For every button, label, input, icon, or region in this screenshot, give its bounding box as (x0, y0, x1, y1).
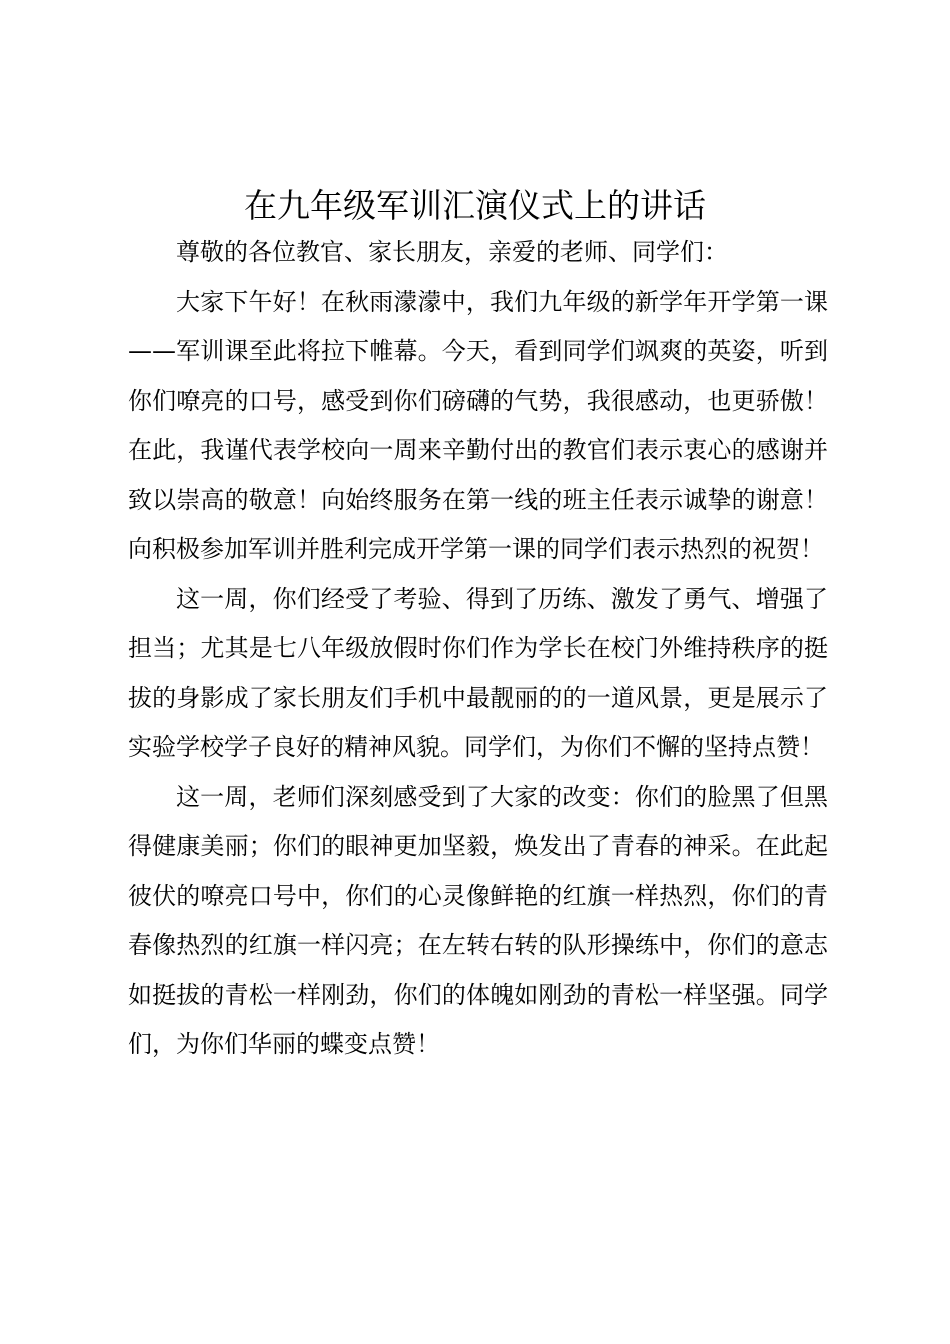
experience-paragraph: 这一周，你们经受了考验、得到了历练、激发了勇气、增强了担当；尤其是七八年级放假时你们作为学长在校门外维持秩序的挺拔的身影成了家长朋友们手机中最靓丽的的一道风景，更是展示了实验学校学子良好的精神风貌。同学们，为你们不懈的坚持点赞！ (128, 584, 828, 761)
document-title: 在九年级军训汇演仪式上的讲话 (244, 186, 706, 225)
speech-body (128, 228, 828, 1070)
greeting-paragraph: 尊敬的各位教官、家长朋友，亲爱的老师、同学们： (176, 238, 728, 266)
change-paragraph: 这一周，老师们深刻感受到了大家的改变：你们的脸黑了但黑得健康美丽；你们的眼神更加坚毅，焕发出了青春的神采。在此起彼伏的嘹亮口号中，你们的心灵像鲜艳的红旗一样热烈，你们的青春像热烈的红旗一样闪亮；在左转右转的队形操练中，你们的意志如挺拔的青松一样刚劲，你们的体魄如刚劲的青松一样坚强。同学们，为你们华丽的蝶变点赞！ (128, 782, 828, 1058)
opening-paragraph: 大家下午好！在秋雨濛濛中，我们九年级的新学年开学第一课——军训课至此将拉下帷幕。今天，看到同学们飒爽的英姿，听到你们嘹亮的口号，感受到你们磅礴的气势，我很感动，也更骄傲！在此，我谨代表学校向一周来辛勤付出的教官们表示衷心的感谢并致以崇高的敬意！向始终服务在第一线的班主任表示诚挚的谢意！向积极参加军训并胜利完成开学第一课的同学们表示热烈的祝贺！ (128, 287, 828, 563)
